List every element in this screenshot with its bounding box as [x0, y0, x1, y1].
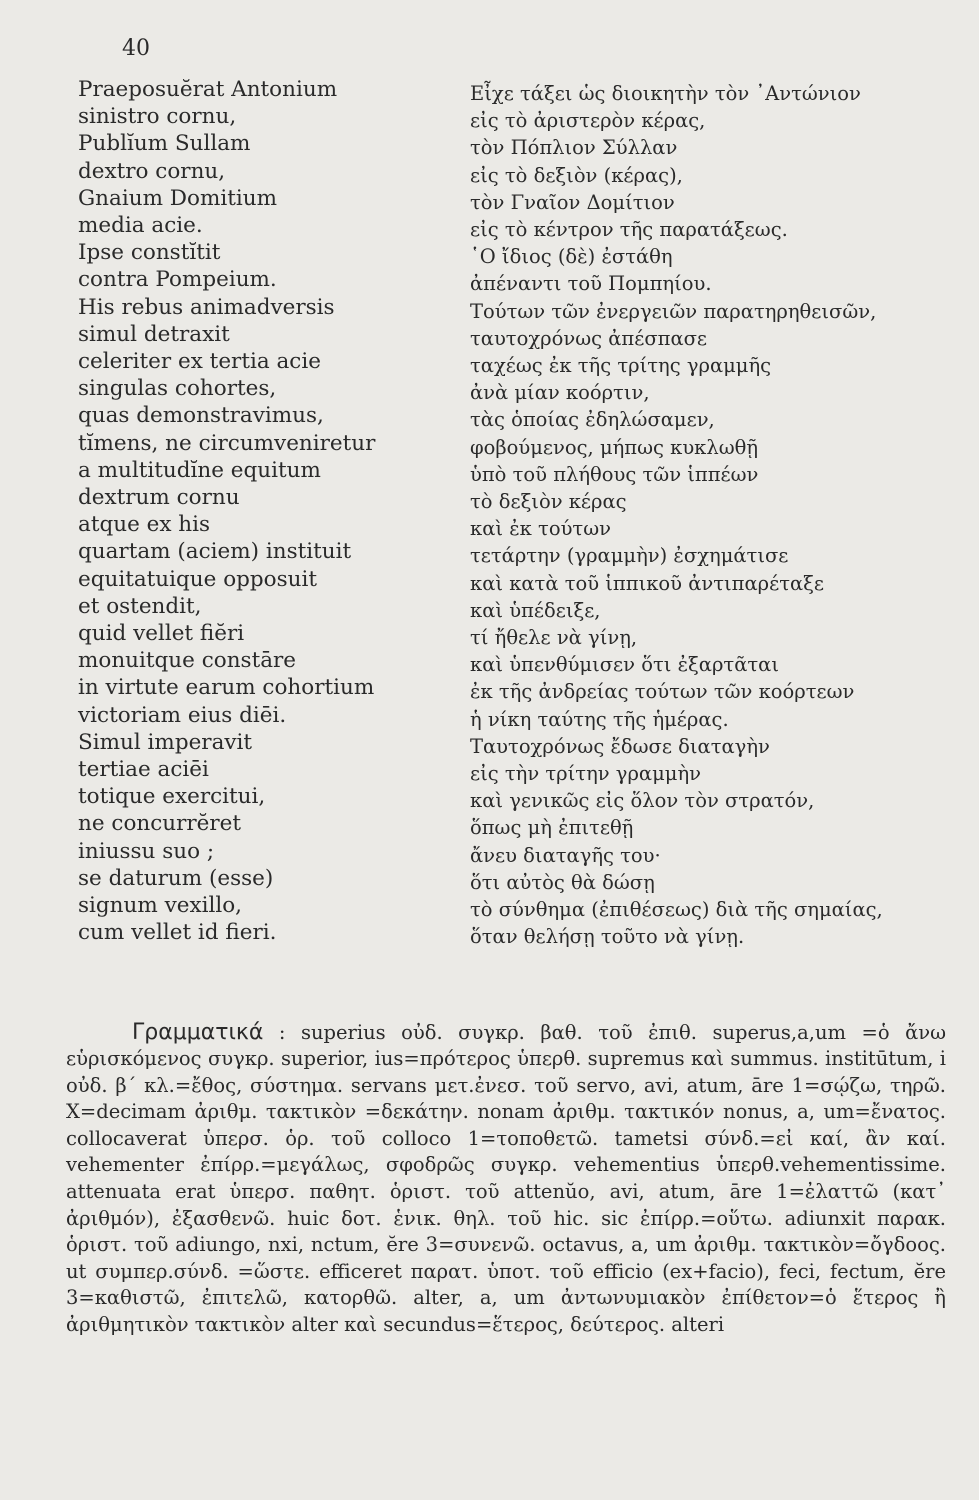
latin-line: Ipse constĭtit — [78, 240, 221, 266]
latin-line: Gnaium Domitium — [78, 185, 277, 211]
greek-line: ὅτι αὐτὸς θὰ δώσῃ — [470, 870, 655, 894]
latin-line: se daturum (esse) — [78, 865, 274, 891]
greek-line: ταυτοχρόνως ἀπέσπασε — [470, 326, 708, 350]
greek-line: ταχέως ἐκ τῆς τρίτης γραμμῆς — [470, 354, 772, 378]
latin-line: celeriter ex tertia acie — [78, 349, 321, 375]
latin-line: in virtute earum cohortium — [78, 675, 375, 701]
greek-line: τὰς ὁποίας ἐδηλώσαμεν, — [470, 408, 715, 432]
greek-translation-column — [470, 80, 883, 951]
latin-line: Simul imperavit — [78, 729, 253, 755]
latin-line: monuitque constāre — [78, 648, 297, 674]
greek-line: καὶ γενικῶς εἰς ὅλον τὸν στρατόν, — [470, 789, 815, 813]
greek-line: τὸν Γναῖον Δομίτιον — [470, 190, 675, 214]
latin-line: a multitudĭne equitum — [78, 457, 321, 483]
greek-line: ἄνευ διαταγῆς του· — [470, 843, 661, 867]
greek-line: τετάρτην (γραμμὴν) ἐσχημάτισε — [470, 544, 789, 568]
greek-line: τὸν Πόπλιον Σύλλαν — [470, 136, 678, 160]
latin-line: ne concurrĕret — [78, 811, 242, 837]
latin-line: atque ex his — [78, 512, 211, 538]
latin-line: dextro cornu, — [78, 158, 226, 184]
grammar-body: : superius οὐδ. συγκρ. βαθ. τοῦ ἐπιθ. superus,a,um =ὁ ἄνω εὑρισκόμενος συγκρ. superior, ius=πρότερος ὑπερθ. supremus καὶ summus. institūtum, i οὐδ. β΄ κλ.=ἔθος, σύστημα. servans μετ.ἐνεσ. τοῦ servo, avi, atum, āre 1=σῴζω, τηρῶ. X=decimam ἀριθμ. τακτικὸν =δεκάτην. nonam ἀριθμ. τακτικόν nonus, a, um=ἔνατος. collocaverat ὑπερσ. ὁρ. τοῦ colloco 1=τοποθετῶ. tametsi σύνδ.=εἰ καί, ἂν καί. vehementer ἐπίρρ.=μεγάλως, σφοδρῶς συγκρ. vehementius ὑπερθ.vehementissime. attenuata erat ὑπερσ. παθητ. ὁριστ. τοῦ attenŭo, avi, atum, āre 1=ἐλαττῶ (κατ᾿ ἀριθμόν), ἐξασθενῶ. huic δοτ. ἑνικ. θηλ. τοῦ hic. sic ἐπίρρ.=οὕτω. adiunxit παρακ. ὁριστ. τοῦ adiungo, nxi, nctum, ĕre 3=συνενῶ. octavus, a, um ἀριθμ. τακτικὸν=ὄγδοος. ut συμπερ.σύνδ. =ὥστε. efficeret παρατ. ὑποτ. τοῦ efficio (ex+facio), feci, fectum, ĕre 3=καθιστῶ, ἐπιτελῶ, κατορθῶ. alter, a, um ἀντωνυμιακὸν ἐπίθετον=ὁ ἕτερος ἢ ἀριθμητικὸν τακτικὸν alter καὶ secundus=ἕτερος, δεύτερος. alteri — [66, 1020, 946, 1337]
greek-line: καὶ ἐκ τούτων — [470, 517, 611, 541]
greek-line: εἰς τὸ ἀριστερὸν κέρας, — [470, 109, 706, 133]
latin-line: equitatuique opposuit — [78, 566, 318, 592]
greek-line: καὶ ὑπενθύμισεν ὅτι ἐξαρτᾶται — [470, 653, 779, 677]
latin-line: media acie. — [78, 213, 203, 239]
latin-line: signum vexillo, — [78, 893, 242, 919]
latin-line: tĭmens, ne circumveniretur — [78, 430, 376, 456]
grammar-title: Γραμματικά — [132, 1019, 264, 1045]
greek-line: καὶ κατὰ τοῦ ἱππικοῦ ἀντιπαρέταξε — [470, 571, 824, 595]
latin-line: sinistro cornu, — [78, 104, 237, 130]
greek-line: εἰς τὸ κέντρον τῆς παρατάξεως. — [470, 218, 788, 242]
latin-line: singulas cohortes, — [78, 376, 277, 402]
latin-line: quartam (aciem) instituit — [78, 539, 352, 565]
latin-line: cum vellet id fieri. — [78, 920, 277, 946]
greek-line: Εἶχε τάξει ὡς διοικητὴν τὸν ᾿Αντώνιον — [470, 82, 861, 105]
greek-line: ὅπως μὴ ἐπιτεθῇ — [470, 816, 634, 840]
latin-line: victoriam eius diēi. — [78, 702, 287, 728]
greek-line: Τούτων τῶν ἐνεργειῶν παρατηρηθεισῶν, — [470, 299, 877, 323]
greek-line: ἡ νίκη ταύτης τῆς ἡμέρας. — [470, 707, 729, 731]
latin-text-column — [78, 76, 375, 947]
greek-line: ὅταν θελήσῃ τοῦτο νὰ γίνῃ. — [470, 925, 745, 949]
latin-line: His rebus animadversis — [78, 294, 335, 320]
greek-line: τὸ δεξιὸν κέρας — [470, 490, 627, 514]
greek-line: φοβούμενος, μήπως κυκλωθῇ — [470, 435, 759, 459]
greek-line: τὸ σύνθημα (ἐπιθέσεως) διὰ τῆς σημαίας, — [470, 898, 883, 922]
latin-line: et ostendit, — [78, 593, 202, 619]
greek-line: ῾Ο ἴδιος (δὲ) ἐστάθη — [470, 245, 673, 269]
latin-line: iniussu suo ; — [78, 838, 215, 864]
latin-line: quas demonstravimus, — [78, 403, 324, 429]
greek-line: ἐκ τῆς ἀνδρείας τούτων τῶν κοόρτεων — [470, 680, 855, 704]
latin-line: totique exercitui, — [78, 784, 266, 810]
greek-line: εἰς τὸ δεξιὸν (κέρας), — [470, 163, 683, 187]
latin-line: Publĭum Sullam — [78, 131, 251, 157]
latin-line: Praeposuĕrat Antonium — [78, 77, 338, 102]
greek-line: ἀπέναντι τοῦ Πομπηίου. — [470, 272, 712, 296]
latin-line: tertiae aciēi — [78, 757, 209, 783]
greek-line: τί ἤθελε νὰ γίνῃ, — [470, 626, 638, 650]
grammar-notes — [66, 1020, 946, 1339]
greek-line: καὶ ὑπέδειξε, — [470, 598, 601, 622]
latin-line: quid vellet fiĕri — [78, 621, 245, 647]
greek-line: εἰς τὴν τρίτην γραμμὴν — [470, 762, 701, 786]
greek-line: Ταυτοχρόνως ἔδωσε διαταγὴν — [470, 734, 770, 758]
latin-line: contra Pompeium. — [78, 267, 277, 293]
greek-line: ἀνὰ μίαν κοόρτιν, — [470, 381, 650, 405]
greek-line: ὑπὸ τοῦ πλήθους τῶν ἱππέων — [470, 462, 759, 486]
latin-line: dextrum cornu — [78, 485, 240, 511]
latin-line: simul detraxit — [78, 321, 230, 347]
page-number: 40 — [122, 36, 150, 61]
